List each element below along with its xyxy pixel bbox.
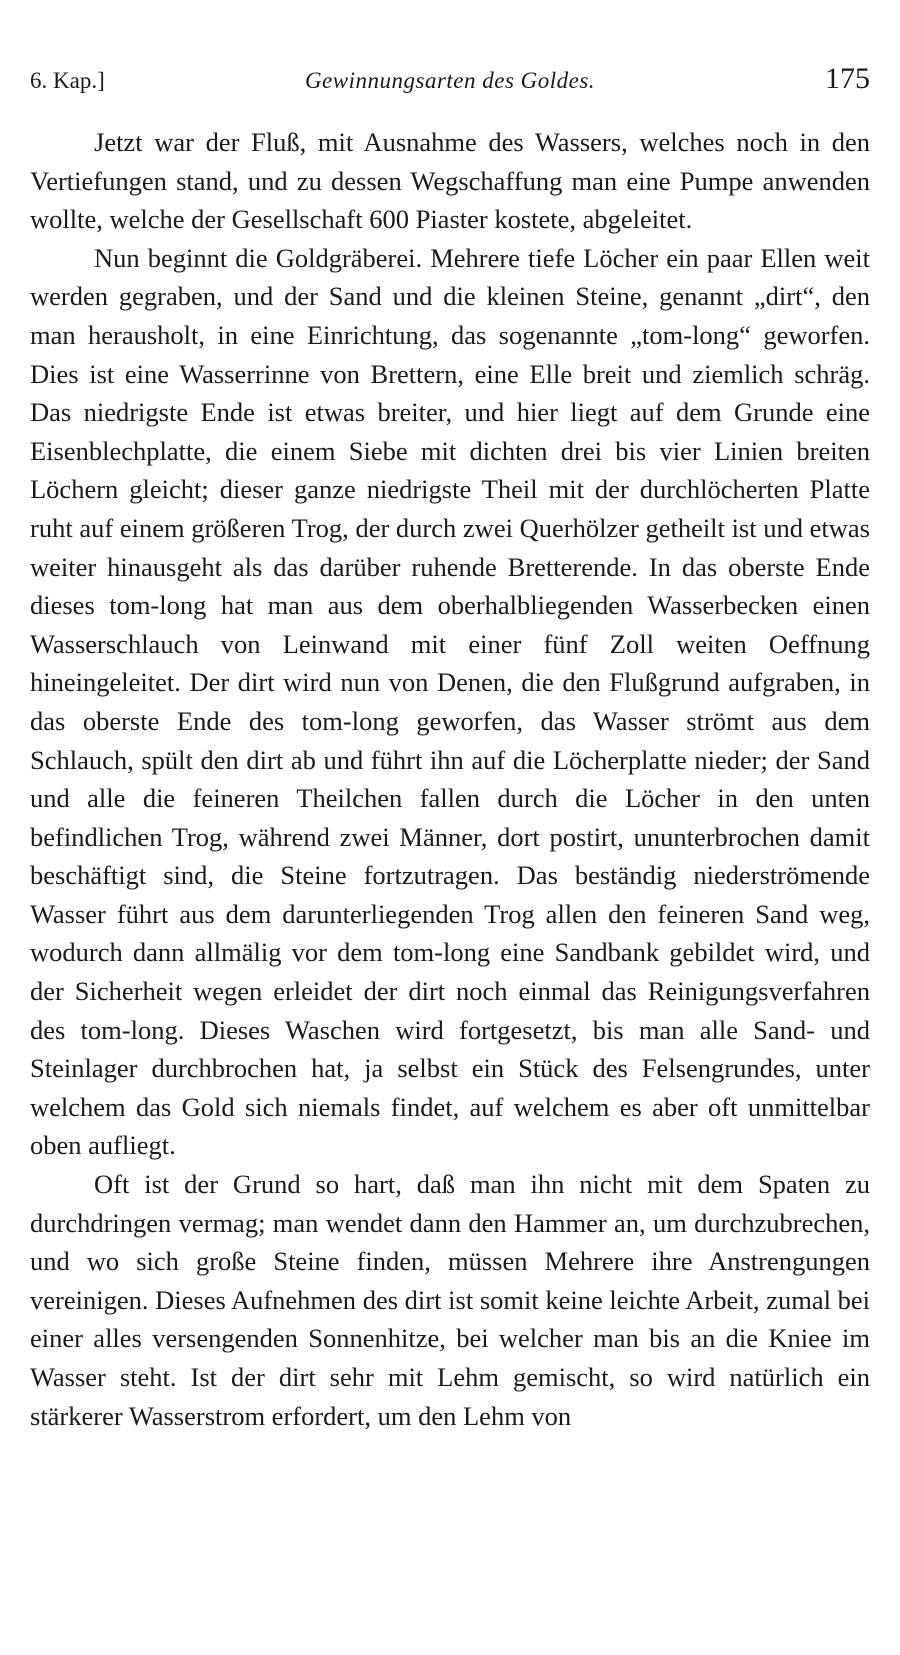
- running-title: Gewinnungsarten des Goldes.: [304, 68, 596, 93]
- body-text: [30, 123, 870, 1435]
- paragraph-1: Jetzt war der Fluß, mit Ausnahme des Wassers, welches noch in den Vertiefungen stand, und zu dessen Wegschaffung man eine Pumpe anwenden wollte, welche der Gesellschaft 600 Piaster kostete, abgeleitet.: [30, 127, 870, 235]
- page-number: 175: [825, 62, 870, 95]
- chapter-label: 6. Kap.]: [30, 68, 105, 93]
- paragraph-2: Nun beginnt die Goldgräberei. Mehrere tiefe Löcher ein paar Ellen weit werden gegraben, und der Sand und die kleinen Steine, genannt „dirt“, den man heraushоlt, in eine Einrichtung, das sogenannte „tom-long“ geworfen. Dies ist eine Wasserrinne von Brettern, eine Elle breit und ziemlich schräg. Das niedrigste Ende ist etwas breiter, und hier liegt auf dem Grunde eine Eisenblechplatte, die einem Siebe mit dichten drei bis vier Linien breiten Löchern gleicht; dieser ganze niedrigste Theil mit der durchlöcherten Platte ruht auf einem größeren Trog, der durch zwei Querhölzer getheilt ist und etwas weiter hinausgeht als das darüber ruhende Bretterende. In das oberste Ende dieses tom-long hat man aus dem oberhalbliegenden Wasserbecken einen Wasserschlauch von Leinwand mit einer fünf Zoll weiten Oeffnung hineingeleitet. Der dirt wird nun von Denen, die den Flußgrund aufgraben, in das oberste Ende des tom-long geworfen, das Wasser strömt aus dem Schlauch, spült den dirt ab und führt ihn auf die Löcherplatte nieder; der Sand und alle die feineren Theilchen fallen durch die Löcher in den unten befindlichen Trog, während zwei Männer, dort postirt, ununterbrochen damit beschäftigt sind, die Steine fortzutragen. Das beständig niederströmende Wasser führt aus dem darunterliegenden Trog allen den feineren Sand weg, wodurch dann allmälig vor dem tom-long eine Sandbank gebildet wird, und der Sicherheit wegen erleidet der dirt noch einmal das Reinigungsverfahren des tom-long. Dieses Waschen wird fortgesetzt, bis man alle Sand- und Steinlager durchbrochen hat, ja selbst ein Stück des Felsengrundes, unter welchem das Gold sich niemals findet, auf welchem es aber oft unmittelbar oben aufliegt.: [30, 242, 870, 1161]
- running-header: [30, 62, 870, 102]
- paragraph-3: Oft ist der Grund so hart, daß man ihn nicht mit dem Spaten zu durchdringen vermag; man wendet dann den Hammer an, um durchzubrechen, und wo sich große Steine finden, müssen Mehrere ihre Anstrengungen vereinigen. Dieses Aufnehmen des dirt ist somit keine leichte Arbeit, zumal bei einer alles versengenden Sonnenhitze, bei welcher man bis an die Kniee im Wasser steht. Ist der dirt sehr mit Lehm gemischt, so wird natürlich ein stärkerer Wasserstrom erfordert, um den Lehm von: [30, 1169, 870, 1431]
